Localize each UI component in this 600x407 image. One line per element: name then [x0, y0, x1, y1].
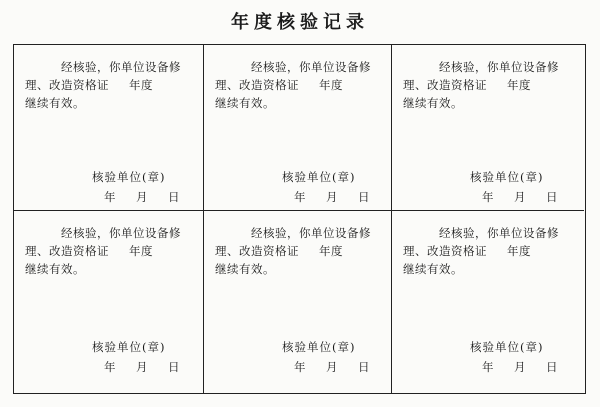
record-cell-3 [392, 45, 584, 211]
year-label: 年 [482, 190, 494, 204]
record-text [25, 58, 197, 112]
record-line-1: 经核验，你单位设备修 [251, 60, 371, 74]
record-cell-2 [204, 45, 392, 211]
verify-unit-label: 核验单位(章) [282, 340, 356, 354]
record-cell-1 [14, 45, 204, 211]
day-label: 日 [168, 190, 180, 204]
day-label: 日 [546, 360, 558, 374]
record-line-1: 经核验，你单位设备修 [61, 226, 181, 240]
year-label: 年 [294, 360, 306, 374]
month-label: 月 [136, 190, 148, 204]
year-label: 年 [294, 190, 306, 204]
record-line-1: 经核验，你单位设备修 [439, 226, 559, 240]
year-label: 年 [104, 360, 116, 374]
record-line-2 [403, 242, 575, 260]
record-line-2-a: 理、改造资格证 [25, 78, 109, 92]
verify-unit-label: 核验单位(章) [92, 170, 166, 184]
record-text [215, 58, 387, 112]
verification-table [13, 44, 586, 394]
record-line-3: 继续有效。 [403, 262, 463, 276]
record-line-2 [403, 76, 575, 94]
month-label: 月 [514, 360, 526, 374]
day-label: 日 [358, 360, 370, 374]
record-text [403, 58, 575, 112]
record-line-2 [25, 76, 197, 94]
record-line-2-b: 年度 [129, 78, 153, 92]
verify-unit-label: 核验单位(章) [470, 170, 544, 184]
record-line-1: 经核验，你单位设备修 [439, 60, 559, 74]
record-line-2-a: 理、改造资格证 [403, 244, 487, 258]
record-line-2-b: 年度 [507, 244, 531, 258]
record-line-1: 经核验，你单位设备修 [251, 226, 371, 240]
record-text [215, 224, 387, 278]
record-line-3: 继续有效。 [25, 96, 85, 110]
record-cell-5 [204, 211, 392, 393]
month-label: 月 [136, 360, 148, 374]
record-line-2-b: 年度 [507, 78, 531, 92]
record-line-2-b: 年度 [319, 244, 343, 258]
month-label: 月 [514, 190, 526, 204]
record-cell-4 [14, 211, 204, 393]
verify-unit-label: 核验单位(章) [282, 170, 356, 184]
month-label: 月 [326, 360, 338, 374]
day-label: 日 [546, 190, 558, 204]
verify-unit-label: 核验单位(章) [92, 340, 166, 354]
verify-unit-label: 核验单位(章) [470, 340, 544, 354]
record-line-3: 继续有效。 [403, 96, 463, 110]
record-line-2-a: 理、改造资格证 [25, 244, 109, 258]
month-label: 月 [326, 190, 338, 204]
record-text [403, 224, 575, 278]
date-line [294, 189, 370, 205]
record-text [25, 224, 197, 278]
record-line-3: 继续有效。 [215, 96, 275, 110]
record-line-2-a: 理、改造资格证 [403, 78, 487, 92]
day-label: 日 [168, 360, 180, 374]
date-line [294, 359, 370, 375]
record-cell-6 [392, 211, 584, 393]
date-line [104, 189, 180, 205]
record-line-1: 经核验，你单位设备修 [61, 60, 181, 74]
record-line-2-a: 理、改造资格证 [215, 244, 299, 258]
year-label: 年 [482, 360, 494, 374]
record-line-3: 继续有效。 [25, 262, 85, 276]
page-title: 年度核验记录 [231, 12, 369, 33]
record-line-2 [215, 242, 387, 260]
date-line [482, 189, 558, 205]
date-line [482, 359, 558, 375]
record-line-2 [215, 76, 387, 94]
record-line-2-b: 年度 [129, 244, 153, 258]
record-line-3: 继续有效。 [215, 262, 275, 276]
record-line-2-a: 理、改造资格证 [215, 78, 299, 92]
record-line-2 [25, 242, 197, 260]
date-line [104, 359, 180, 375]
record-line-2-b: 年度 [319, 78, 343, 92]
year-label: 年 [104, 190, 116, 204]
day-label: 日 [358, 190, 370, 204]
